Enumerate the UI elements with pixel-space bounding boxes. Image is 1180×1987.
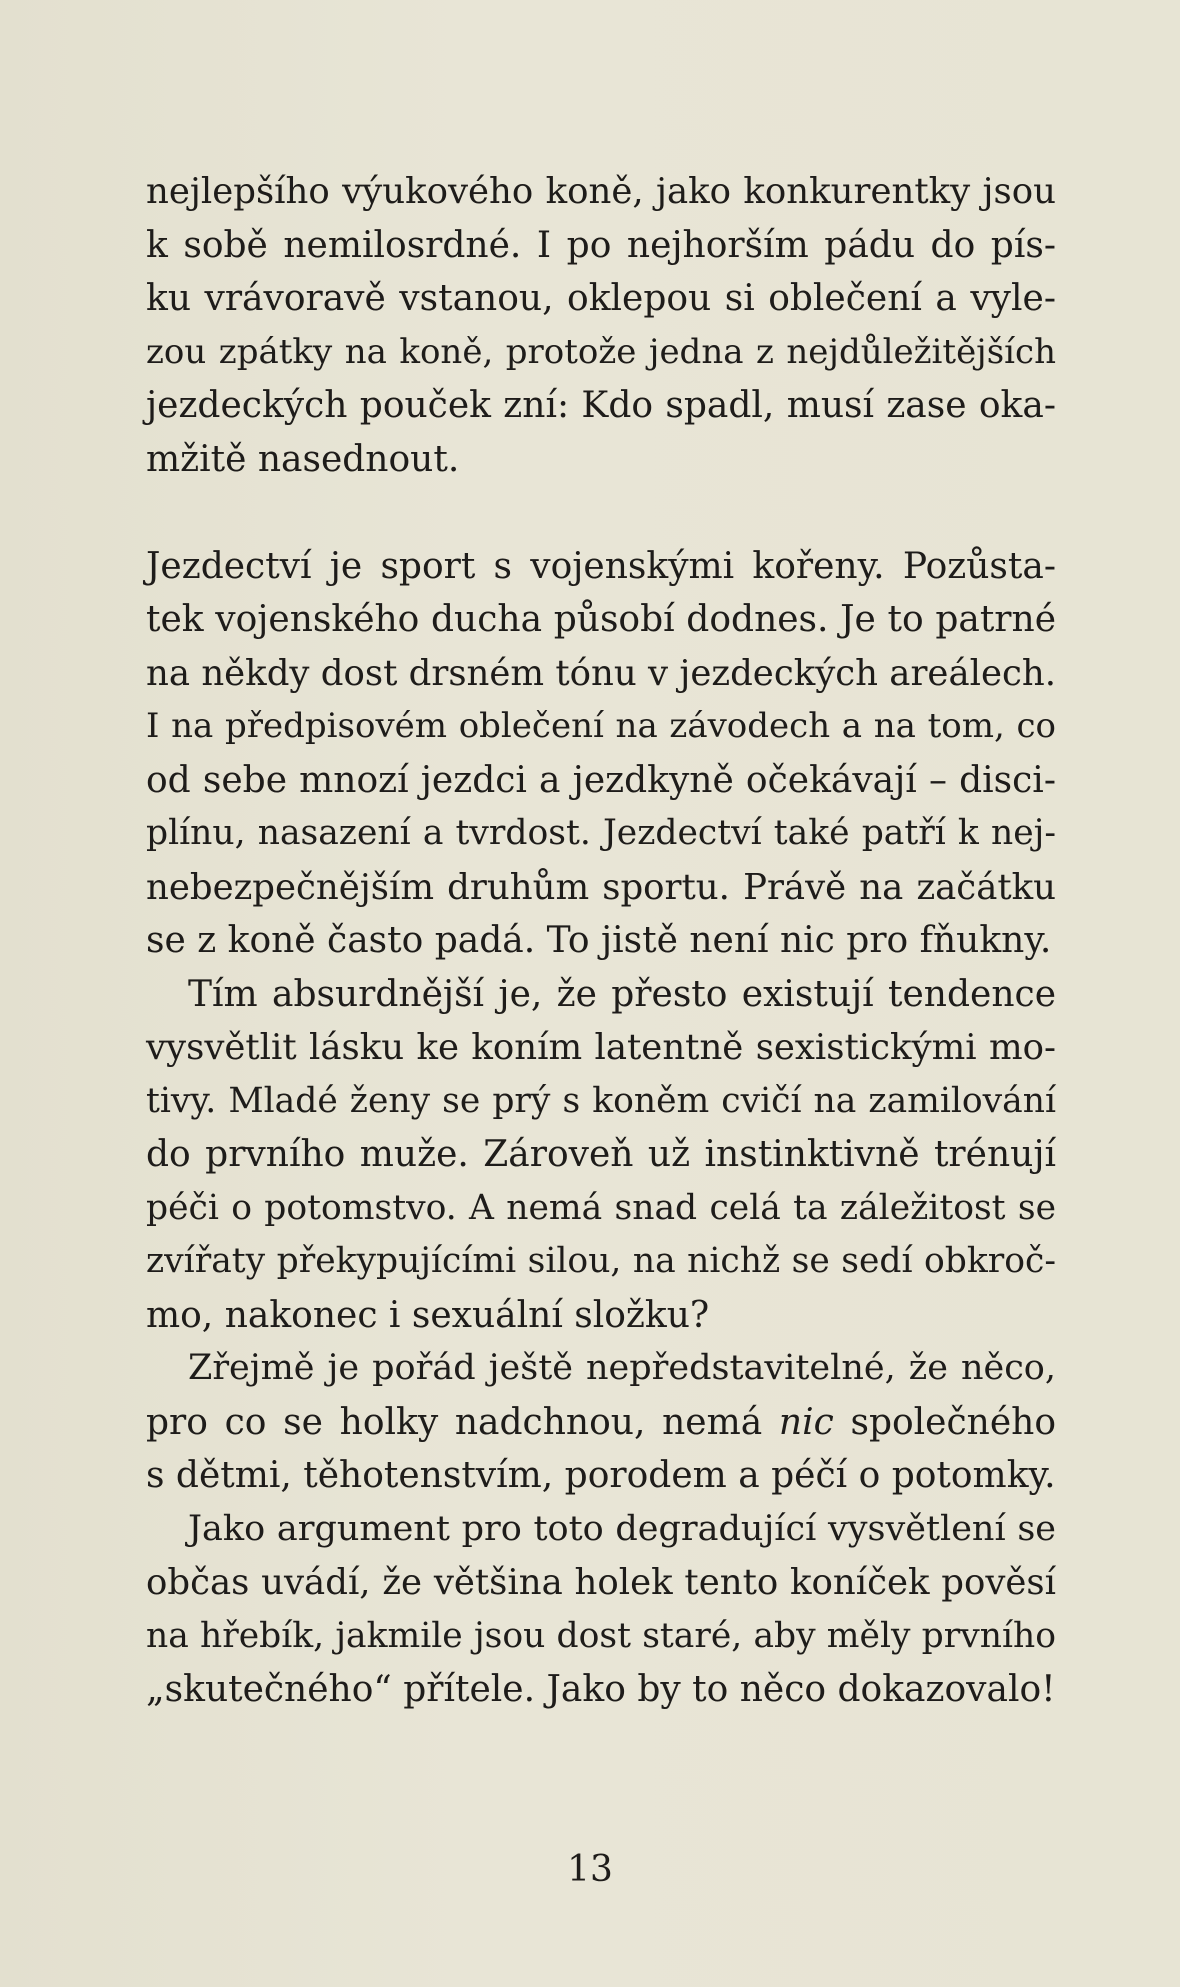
text-line: od sebe mnozí jezdci a jezdkyně očekávají – disci- — [146, 759, 1056, 801]
text-line: pro co se holky nadchnou, nemá nic společného — [146, 1401, 1056, 1443]
text-line: zou zpátky na koně, protože jedna z nejdůležitějších — [146, 331, 1056, 372]
paragraph — [146, 968, 1056, 1343]
emphasis: nic — [778, 1401, 834, 1443]
body-text — [146, 165, 1056, 1717]
text-line: plínu, nasazení a tvrdost. Jezdectví také patří k nej- — [146, 813, 1056, 853]
paragraph — [146, 1503, 1056, 1717]
text-line: vysvětlit lásku ke koním latentně sexistickými mo- — [146, 1027, 1056, 1068]
text-line: nebezpečnějším druhům sportu. Právě na začátku — [146, 866, 1056, 908]
text-line: jezdeckých pouček zní: Kdo spadl, musí zase oka- — [146, 385, 1056, 426]
text-line: Tím absurdnější je, že přesto existují tendence — [188, 973, 1056, 1015]
text-line: I na předpisovém oblečení na závodech a na tom, co — [146, 706, 1056, 746]
text-line: mo, nakonec i sexuální složku? — [146, 1294, 710, 1336]
section-gap — [146, 486, 1056, 540]
paragraph — [146, 540, 1056, 968]
paragraph — [146, 165, 1056, 486]
text-line: na někdy dost drsném tónu v jezdeckých areálech. — [146, 652, 1056, 694]
text-line: občas uvádí, že většina holek tento koníček pověsí — [146, 1562, 1056, 1603]
text-line: nejlepšího výukového koně, jako konkurentky jsou — [146, 171, 1056, 212]
text-line: do prvního muže. Zároveň už instinktivně trénují — [146, 1134, 1056, 1175]
text-line: na hřebík, jakmile jsou dost staré, aby měly prvního — [146, 1615, 1056, 1656]
page-number: 13 — [567, 1849, 613, 1890]
text-line: „skutečného“ přítele. Jako by to něco dokazovalo! — [146, 1669, 1056, 1710]
paragraph — [146, 1342, 1056, 1503]
text-line: Jezdectví je sport s vojenskými kořeny. Pozůsta- — [146, 545, 1056, 587]
text-line: Zřejmě je pořád ještě nepředstavitelné, že něco, — [188, 1348, 1056, 1388]
text-line: s dětmi, těhotenstvím, porodem a péčí o potomky. — [146, 1455, 1056, 1496]
text-line: tek vojenského ducha působí dodnes. Je to patrné — [146, 599, 1056, 640]
text-line: se z koně často padá. To jistě není nic pro fňukny. — [146, 920, 1052, 961]
text-line: Jako argument pro toto degradující vysvětlení se — [188, 1508, 1056, 1549]
text-line: tivy. Mladé ženy se prý s koněm cvičí na zamilování — [146, 1080, 1056, 1121]
text-line: ku vrávoravě vstanou, oklepou si oblečení a vyle- — [146, 278, 1056, 319]
text-line: péči o potomstvo. A nemá snad celá ta záležitost se — [146, 1187, 1056, 1228]
text-line: mžitě nasednout. — [146, 438, 460, 480]
text-line: k sobě nemilosrdné. I po nejhorším pádu do pís- — [146, 224, 1056, 266]
text-line: zvířaty překypujícími silou, na nichž se sedí obkroč- — [146, 1241, 1056, 1281]
